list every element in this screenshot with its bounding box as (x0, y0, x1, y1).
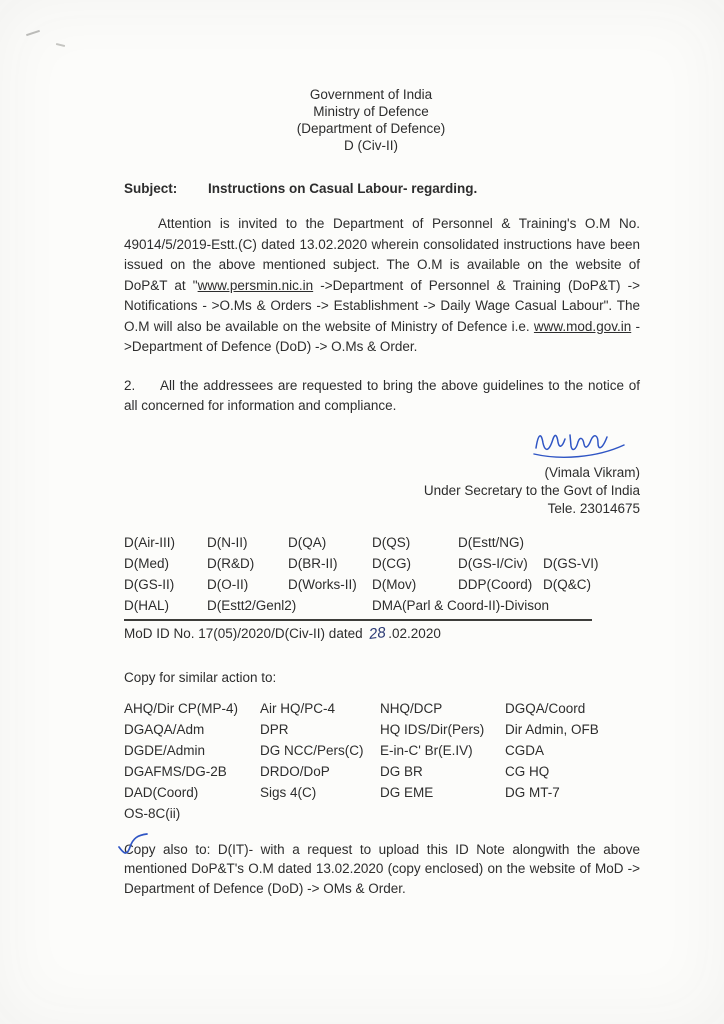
paragraph-1-text: Attention is invited to the Department of Personnel & Training's O.M No. 49014/5/2019-Estt.(C) dated 13.02.2020 wherein consolidated instructions have been issued on the above mentioned subject. The O.M is available on the website of DoP&T at " (124, 216, 640, 293)
copy-action-entry: DGAQA/Adm (124, 721, 205, 737)
distribution-entry: D(Estt2/Genl2) (207, 597, 297, 613)
copy-action-entry: DG EME (380, 784, 434, 800)
copy-action-entry: DG NCC/Pers(C) (260, 742, 364, 758)
copy-action-entry: CG HQ (505, 763, 550, 779)
subject-line (124, 181, 640, 196)
copy-action-entry: Sigs 4(C) (260, 784, 317, 800)
copy-action-entry: CGDA (505, 742, 545, 758)
distribution-entry: D(CG) (372, 555, 411, 571)
signatory-name: (Vimala Vikram) (544, 464, 640, 480)
distribution-entry: DDP(Coord) (458, 576, 533, 592)
copy-action-entry: DG BR (380, 763, 423, 779)
distribution-entry: D(Mov) (372, 576, 417, 592)
signatory-telephone: Tele. 23014675 (547, 500, 640, 516)
distribution-row (124, 595, 640, 616)
copy-action-entry: DGDE/Admin (124, 742, 206, 758)
distribution-entry: D(GS-I/Civ) (458, 555, 528, 571)
distribution-entry: D(Estt/NG) (458, 534, 524, 550)
distribution-entry: D(Q&C) (543, 576, 591, 592)
copy-action-entry: OS-8C(ii) (124, 805, 181, 821)
copy-action-entry: DG MT-7 (505, 784, 560, 800)
copy-action-entry: Air HQ/PC-4 (260, 700, 336, 716)
org-line-2: Ministry of Defence (313, 104, 429, 119)
distribution-entry: D(QA) (288, 534, 327, 550)
distribution-entry: D(BR-II) (288, 555, 338, 571)
copy-action-entry: DGQA/Coord (505, 700, 586, 716)
mod-id-line (124, 619, 592, 642)
distribution-entry: DMA(Parl & Coord-II)-Divison (372, 597, 550, 613)
org-line-4: D (Civ-II) (344, 138, 398, 153)
distribution-row (124, 574, 640, 595)
paragraph-2 (124, 376, 640, 417)
copy-action-heading: Copy for similar action to: (124, 669, 277, 685)
paragraph-1-text: ->Department of Defence (DoD) -> O.Ms & Order. (124, 318, 641, 354)
copy-action-entry: Dir Admin, OFB (505, 721, 599, 737)
distribution-entry: D(Air-III) (124, 534, 175, 550)
distribution-list (124, 532, 640, 616)
copy-action-entry: HQ IDS/Dir(Pers) (380, 721, 485, 737)
distribution-entry: D(GS-II) (124, 576, 175, 592)
mod-id-suffix: .02.2020 (388, 625, 441, 641)
copy-action-entry: E-in-C' Br(E.IV) (380, 742, 473, 758)
org-line-1: Government of India (309, 87, 433, 102)
mod-url-link: www.mod.gov.in (533, 318, 632, 334)
copy-action-column (124, 698, 260, 824)
copy-action-entry: DAD(Coord) (124, 784, 199, 800)
paragraph-2-number: 2. (124, 377, 136, 393)
blue-tick-icon (116, 831, 150, 865)
handwritten-date-day: 28 (367, 623, 387, 643)
distribution-row (124, 532, 640, 553)
letterhead (124, 86, 640, 154)
copy-action-column (505, 698, 640, 824)
distribution-entry: D(HAL) (124, 597, 170, 613)
handwritten-signature-icon (526, 423, 630, 464)
distribution-row (124, 553, 640, 574)
copy-action-entry: DPR (260, 721, 289, 737)
subject-text: Instructions on Casual Labour- regarding. (208, 181, 478, 196)
copy-action-entry: AHQ/Dir CP(MP-4) (124, 700, 238, 716)
subject-label: Subject: (124, 181, 178, 196)
signatory-designation: Under Secretary to the Govt of India (423, 482, 640, 498)
distribution-entry: D(Med) (124, 555, 170, 571)
distribution-entry: D(Works-II) (288, 576, 357, 592)
copy-action-list (124, 698, 640, 824)
paragraph-2-text: All the addressees are requested to bring the above guidelines to the notice of all concerned for information and compliance. (124, 377, 640, 413)
scan-artifact-mark (56, 43, 65, 47)
distribution-entry: D(N-II) (207, 534, 248, 550)
signature-block (124, 423, 640, 518)
org-line-3: (Department of Defence) (296, 121, 446, 136)
paragraph-1 (124, 214, 640, 358)
copy-also-text: Copy also to: D(IT)- with a request to upload this ID Note alongwith the above mentioned DoP&T's O.M dated 13.02.2020 (copy enclosed) on the website of MoD -> Department of Defence (DoD) -> OMs & Order. (124, 841, 640, 896)
persmin-url-link: www.persmin.nic.in (197, 277, 314, 293)
distribution-entry: D(GS-VI) (543, 555, 599, 571)
distribution-entry: D(R&D) (207, 555, 255, 571)
copy-action-entry: DGAFMS/DG-2B (124, 763, 227, 779)
mod-id-prefix: MoD ID No. 17(05)/2020/D(Civ-II) dated (124, 625, 363, 641)
scan-artifact-mark (26, 30, 40, 36)
distribution-entry: D(O-II) (207, 576, 249, 592)
paragraph-1-text: ->Department of Personnel & Training (DoP&T) -> Notifications - >O.Ms & Orders -> Establishment -> Daily Wage Casual Labour". The O.M will also be available on the website of Ministry of Defence i.e. (124, 277, 640, 334)
copy-action-column (380, 698, 505, 824)
distribution-entry: D(QS) (372, 534, 411, 550)
paragraph-copy-also (124, 840, 640, 899)
copy-action-column (260, 698, 380, 824)
copy-action-entry: DRDO/DoP (260, 763, 330, 779)
copy-action-entry: NHQ/DCP (380, 700, 443, 716)
